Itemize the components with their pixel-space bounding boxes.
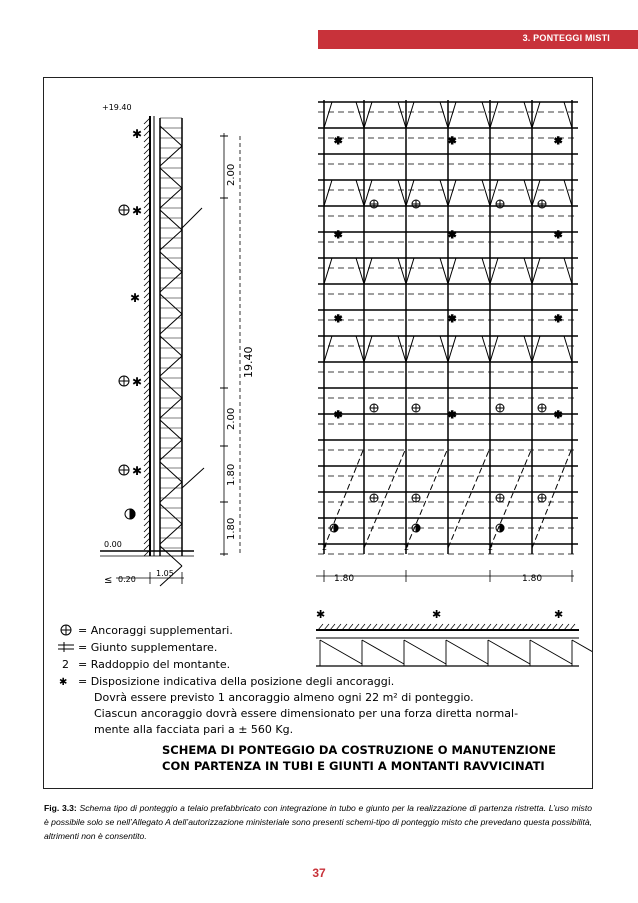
circle-cross-symbol [61,625,71,635]
dim-top-label: 2.00 [226,163,237,186]
svg-text:✱: ✱ [334,410,343,421]
base-width-label: 1.05 [156,569,174,578]
legend-item-2: = Giunto supplementare. [78,641,218,654]
svg-text:✱: ✱ [448,230,457,241]
double-upright-mark: 2 [322,543,328,552]
svg-text:✱: ✱ [132,204,143,218]
span-right-label: 1.80 [522,574,543,584]
double-upright-mark: 2 [404,543,410,552]
svg-text:✱: ✱ [432,608,442,621]
figure-caption [44,801,592,843]
svg-text:✱: ✱ [132,464,143,478]
plan-anchor-symbols [316,608,563,621]
legend-note-1: Dovrà essere previsto 1 ancoraggio almeno ogni 22 m² di ponteggio. [94,691,474,704]
coupler-symbol [58,642,74,652]
svg-text:✱: ✱ [554,410,563,421]
section-title: 3. PONTEGGI MISTI [522,33,610,43]
double-upright-mark: 2 [488,543,494,552]
svg-text:✱: ✱ [316,608,326,621]
svg-text:✱: ✱ [554,608,564,621]
span-left-label: 1.80 [334,574,355,584]
svg-text:✱: ✱ [130,291,141,305]
svg-text:✱: ✱ [334,314,343,325]
drawing-title-line-2: CON PARTENZA IN TUBI E GIUNTI A MONTANTI RAVVICINATI [162,759,545,773]
svg-text:✱: ✱ [554,136,563,147]
drawing-title [162,743,556,773]
drawing-title-line-1: SCHEMA DI PONTEGGIO DA COSTRUZIONE O MANUTENZIONE [162,743,556,757]
legend-item-1: = Ancoraggi supplementari. [78,624,233,637]
svg-text:✱: ✱ [448,314,457,325]
legend-note-3: mente alla facciata pari a ± 560 Kg. [94,723,294,736]
svg-text:✱: ✱ [554,230,563,241]
svg-text:✱: ✱ [554,314,563,325]
section-header-band [318,30,638,49]
caption-text: Schema tipo di ponteggio a telaio prefabbricato con integrazione in tubo e giunto per la realizzazione di partenza ristretta. L’uso misto è possibile solo se nell’Allegato A dell’autorizzazione ministeriale sono presenti schemi-tipo di ponteggio misto che prevedano questa possibilità, altrimenti non è consentito. [44,803,592,841]
svg-text:✱: ✱ [334,230,343,241]
svg-text:✱: ✱ [132,375,143,389]
page-number: 37 [312,866,326,880]
top-elevation-label: +19.40 [102,103,132,112]
dim-total-label: 19.40 [242,346,255,378]
less-equal-sign: ≤ [104,575,113,586]
digit-two-symbol: 2 [62,658,69,671]
svg-text:✱: ✱ [448,410,457,421]
caption-label: Fig. 3.3: [44,803,77,813]
figure-frame [43,77,593,789]
front-elevation [316,100,592,666]
legend-item-4: = Disposizione indicativa della posizione degli ancoraggi. [78,675,395,688]
svg-text:✱: ✱ [334,136,343,147]
asterisk-symbol: ✱ [59,677,68,688]
legend-item-3: = Raddoppio del montante. [78,658,231,671]
ground-level-label: 0.00 [104,540,122,549]
scaffold-drawing [44,78,592,788]
base-left-label: 0.20 [118,575,136,584]
dim-mid-label: 2.00 [226,407,237,430]
front-dimension-labels [322,543,542,584]
legend-note-2: Ciascun ancoraggio dovrà essere dimensionato per una forza diretta normal- [94,707,519,720]
side-elevation [100,116,240,586]
dim-180-label: 1.80 [226,463,237,486]
legend [58,624,518,736]
svg-text:✱: ✱ [448,136,457,147]
svg-text:✱: ✱ [132,127,143,141]
dim-bottom-label: 1.80 [226,517,237,540]
side-anchor-symbols [119,127,142,519]
